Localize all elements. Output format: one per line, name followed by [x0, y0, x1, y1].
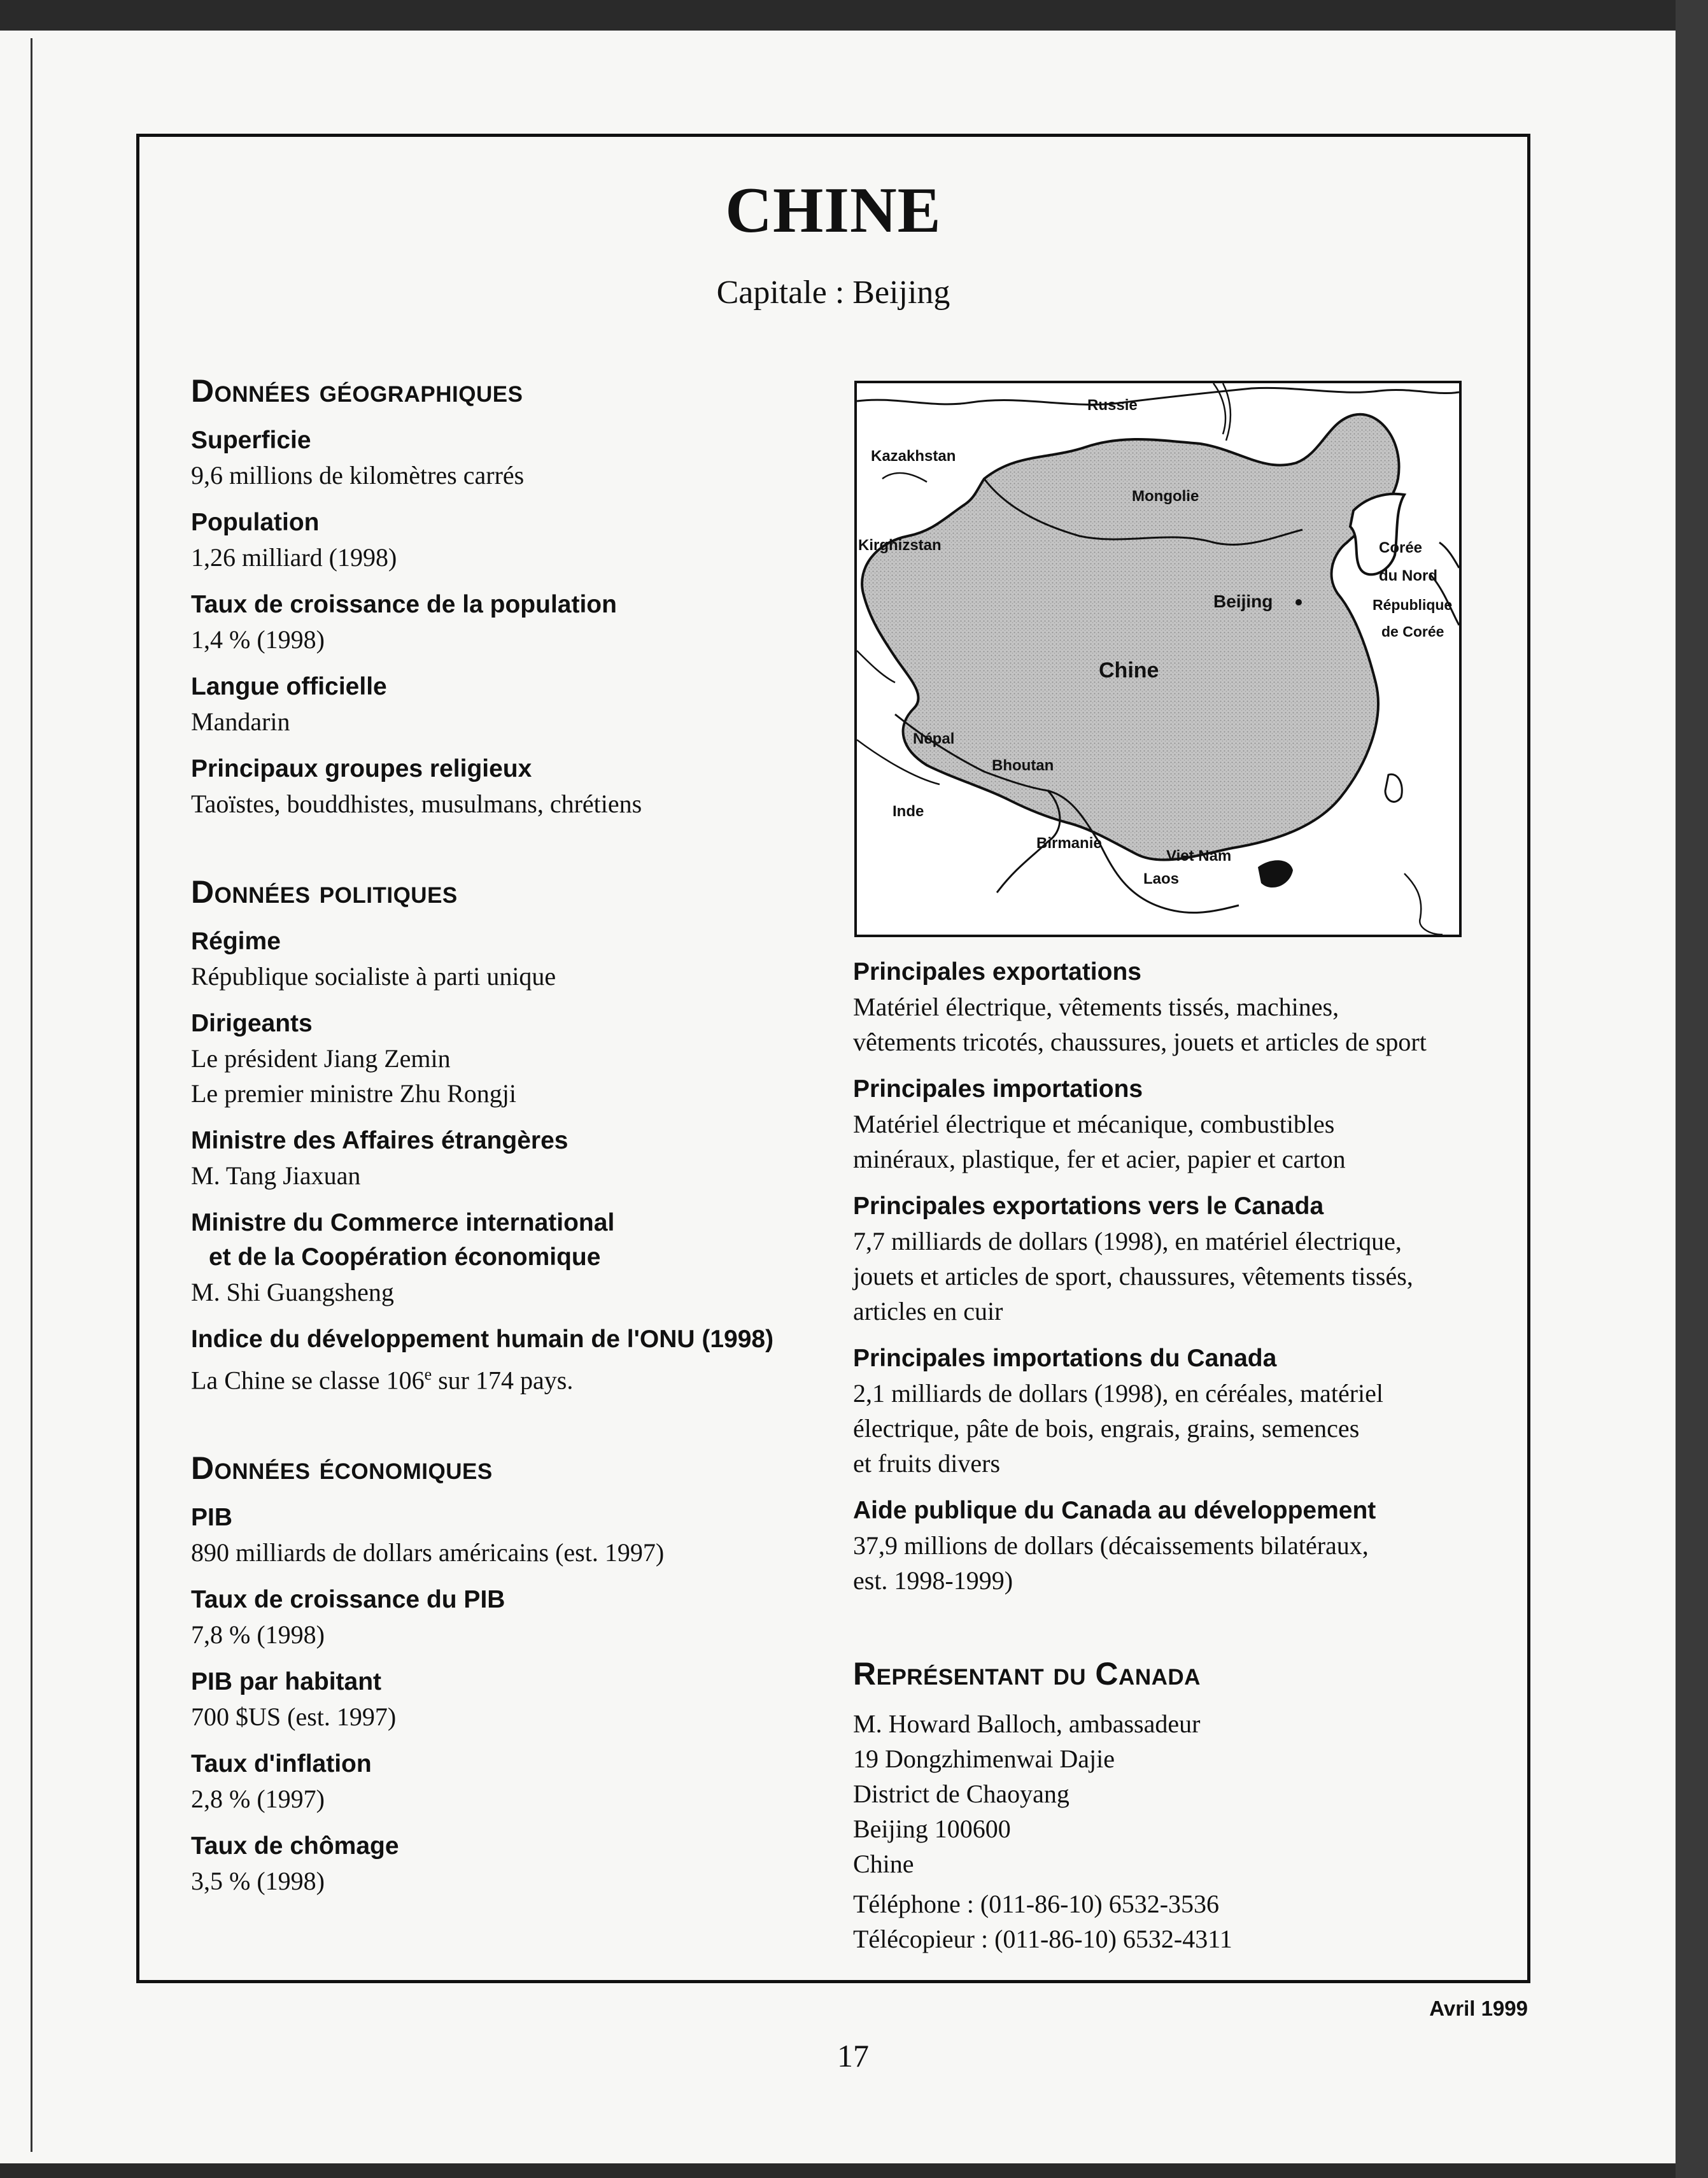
- map-label-vietnam: Viet Nam: [1166, 847, 1232, 865]
- page-number: 17: [837, 2038, 869, 2074]
- fact-label: Principales exportations vers le Canada: [853, 1192, 1324, 1220]
- section-title-political: Données politiques: [191, 874, 458, 910]
- fact-exports-to-canada: [853, 1189, 1521, 1329]
- map-svg: [857, 383, 1459, 935]
- address-line: District de Chaoyang: [853, 1779, 1069, 1808]
- fact-gdp: [191, 1501, 828, 1570]
- map-label-burma: Birmanie: [1036, 835, 1102, 852]
- map-label-china: Chine: [1099, 658, 1159, 682]
- map-label-laos: Laos: [1143, 870, 1180, 887]
- scan-edge-top: [0, 0, 1708, 31]
- fact-value: 7,7 milliards de dollars (1998), en matériel électrique,: [853, 1227, 1402, 1255]
- hdi-value-prefix: La Chine se classe 106: [191, 1366, 425, 1395]
- representative-address: [853, 1706, 1521, 1956]
- fact-value: 3,5 % (1998): [191, 1867, 325, 1896]
- fact-value: 1,26 milliard (1998): [191, 543, 397, 572]
- map-label-north-korea-2: du Nord: [1379, 567, 1437, 584]
- right-column: [853, 955, 1521, 1969]
- fact-value: minéraux, plastique, fer et acier, papier et carton: [853, 1145, 1346, 1173]
- map-label-india: Inde: [893, 803, 924, 820]
- fact-value: 37,9 millions de dollars (décaissements bilatéraux,: [853, 1531, 1369, 1560]
- fact-label: Aide publique du Canada au développement: [853, 1497, 1376, 1524]
- fact-main-imports: [853, 1072, 1521, 1177]
- fact-label: Taux de chômage: [191, 1832, 399, 1860]
- china-map: [854, 381, 1462, 937]
- fact-value: articles en cuir: [853, 1297, 1003, 1326]
- fact-value: M. Shi Guangsheng: [191, 1278, 394, 1306]
- fact-label-continued: et de la Coopération économique: [209, 1243, 601, 1271]
- map-label-south-korea-1: République: [1373, 597, 1453, 613]
- fact-area: [191, 423, 828, 493]
- map-label-beijing: Beijing: [1213, 591, 1273, 611]
- fact-value: 9,6 millions de kilomètres carrés: [191, 461, 525, 490]
- fact-value: Le premier ministre Zhu Rongji: [191, 1079, 516, 1108]
- scan-edge-right: [1676, 0, 1708, 2178]
- fact-label: Ministre du Commerce international: [191, 1209, 615, 1236]
- map-label-nepal: Népal: [913, 730, 955, 747]
- fax-line: Télécopieur : (011-86-10) 6532-4311: [853, 1925, 1232, 1953]
- fact-imports-from-canada: [853, 1341, 1521, 1481]
- fact-value: 7,8 % (1998): [191, 1620, 325, 1650]
- fact-value: Matériel électrique, vêtements tissés, machines,: [853, 993, 1339, 1021]
- address-line: Beijing 100600: [853, 1814, 1011, 1843]
- fact-value: Taoïstes, bouddhistes, musulmans, chrétiens: [191, 789, 642, 818]
- fact-hdi: [191, 1322, 828, 1397]
- capital-line: Capitale : Beijing: [716, 274, 950, 311]
- section-title-representative: Représentant du Canada: [853, 1656, 1201, 1692]
- fact-value: Le président Jiang Zemin: [191, 1044, 451, 1073]
- map-label-kazakhstan: Kazakhstan: [871, 448, 956, 465]
- map-label-mongolia: Mongolie: [1132, 488, 1199, 505]
- fact-regime: [191, 924, 828, 994]
- fact-label: Principales exportations: [853, 958, 1141, 986]
- address-line: M. Howard Balloch, ambassadeur: [853, 1709, 1201, 1738]
- fact-label: Ministre des Affaires étrangères: [191, 1127, 568, 1154]
- fact-value: vêtements tricotés, chaussures, jouets et articles de sport: [853, 1028, 1427, 1056]
- address-line: 19 Dongzhimenwai Dajie: [853, 1744, 1115, 1773]
- fact-value: [191, 1357, 828, 1397]
- fact-value: 890 milliards de dollars américains (est. 1997): [191, 1538, 665, 1567]
- fact-label: Taux de croissance du PIB: [191, 1586, 505, 1614]
- beijing-marker-icon: [1295, 599, 1302, 605]
- fact-main-exports: [853, 955, 1521, 1059]
- fact-value: 700 $US (est. 1997): [191, 1702, 397, 1732]
- fact-canada-aid: [853, 1494, 1521, 1598]
- fact-value: est. 1998-1999): [853, 1566, 1013, 1595]
- publication-date: Avril 1999: [1429, 1997, 1528, 2020]
- fact-value: République socialiste à parti unique: [191, 962, 556, 991]
- left-column: [191, 372, 828, 1911]
- fact-value: M. Tang Jiaxuan: [191, 1161, 361, 1190]
- map-label-russia: Russie: [1087, 397, 1138, 414]
- fact-label: Langue officielle: [191, 673, 387, 700]
- fact-gdp-per-capita: [191, 1665, 828, 1734]
- fact-label: Indice du développement humain de l'ONU (1998): [191, 1326, 774, 1353]
- fact-value: électrique, pâte de bois, engrais, grains, semences: [853, 1414, 1360, 1443]
- map-label-north-korea-1: Corée: [1379, 539, 1423, 556]
- fact-language: [191, 670, 828, 739]
- fact-label: Principales importations: [853, 1075, 1143, 1103]
- scan-edge-bottom: [0, 2163, 1708, 2178]
- fact-trade-minister: [191, 1206, 828, 1310]
- fact-label: Superficie: [191, 427, 311, 454]
- fact-inflation: [191, 1747, 828, 1816]
- map-label-south-korea-2: de Corée: [1381, 623, 1444, 640]
- fact-gdp-growth: [191, 1583, 828, 1652]
- fact-value: et fruits divers: [853, 1449, 1001, 1478]
- fact-label: Dirigeants: [191, 1010, 313, 1037]
- hdi-value-suffix: sur 174 pays.: [432, 1366, 574, 1395]
- phone-line: Téléphone : (011-86-10) 6532-3536: [853, 1890, 1220, 1918]
- fact-population: [191, 506, 828, 575]
- fact-population-growth: [191, 588, 828, 657]
- map-label-kyrgyzstan: Kirghizstan: [858, 537, 942, 554]
- page-title: CHINE: [725, 174, 942, 246]
- fact-unemployment: [191, 1829, 828, 1899]
- scan-edge-left: [31, 38, 32, 2152]
- fact-label: Régime: [191, 928, 281, 955]
- section-title-economic: Données économiques: [191, 1450, 493, 1487]
- fact-leaders: [191, 1007, 828, 1111]
- section-title-geographic: Données géographiques: [191, 373, 523, 409]
- fact-label: Population: [191, 509, 320, 536]
- map-label-bhutan: Bhoutan: [992, 757, 1054, 774]
- fact-value: 2,8 % (1997): [191, 1785, 325, 1814]
- fact-label: PIB: [191, 1504, 233, 1532]
- fact-value: Matériel électrique et mécanique, combustibles: [853, 1110, 1335, 1138]
- fact-value: jouets et articles de sport, chaussures, vêtements tissés,: [853, 1262, 1413, 1291]
- address-line: Chine: [853, 1849, 914, 1878]
- fact-label: Taux d'inflation: [191, 1750, 372, 1778]
- taiwan-island: [1385, 774, 1402, 802]
- fact-value: Mandarin: [191, 707, 290, 736]
- fact-foreign-minister: [191, 1124, 828, 1193]
- fact-religions: [191, 752, 828, 821]
- fact-label: PIB par habitant: [191, 1668, 382, 1696]
- fact-value: 2,1 milliards de dollars (1998), en céréales, matériel: [853, 1379, 1384, 1408]
- fact-label: Principales importations du Canada: [853, 1345, 1277, 1372]
- fact-label: Principaux groupes religieux: [191, 755, 532, 782]
- fact-label: Taux de croissance de la population: [191, 591, 617, 618]
- fact-value: 1,4 % (1998): [191, 625, 325, 654]
- hdi-value-superscript: e: [424, 1365, 432, 1383]
